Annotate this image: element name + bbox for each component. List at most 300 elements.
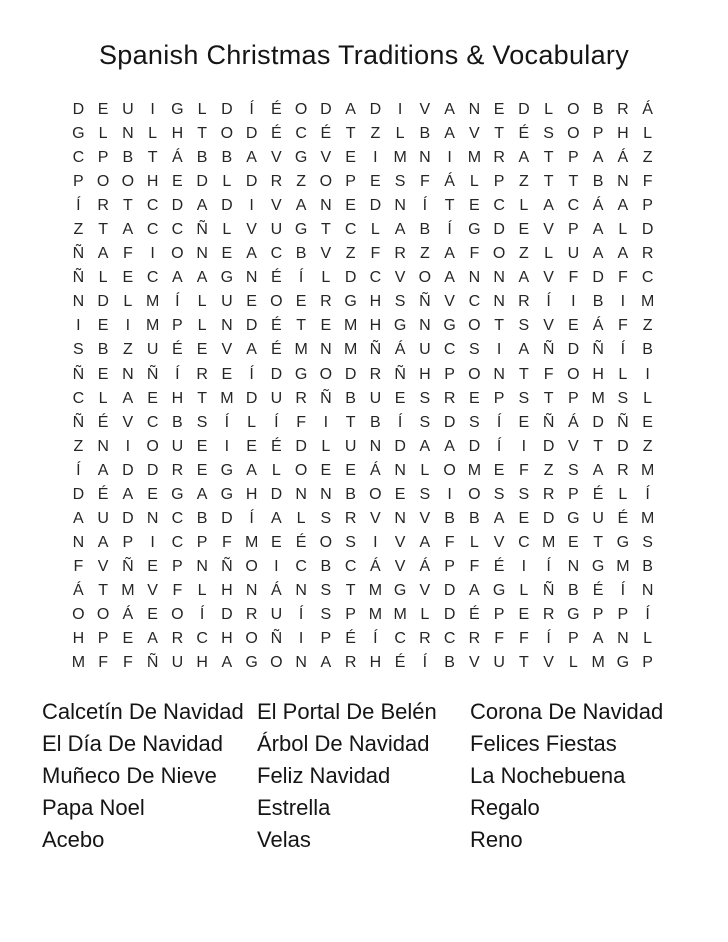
grid-cell-r2c2: L [98, 125, 108, 143]
grid-cell-r13c3: A [122, 389, 134, 407]
grid-cell-r5c8: I [249, 197, 254, 215]
grid-cell-r14c10: F [296, 413, 307, 431]
grid-cell-r20c1: F [73, 557, 84, 575]
grid-cell-r8c17: N [468, 269, 481, 287]
grid-cell-r24c8: G [245, 654, 258, 672]
grid-cell-r22c24: Í [645, 606, 650, 623]
grid-cell-r2c19: É [518, 125, 530, 143]
grid-cell-r19c20: M [541, 533, 556, 551]
grid-cell-r11c14: Á [394, 341, 406, 359]
grid-cell-r21c3: M [121, 581, 135, 599]
grid-cell-r9c10: E [295, 293, 307, 311]
grid-cell-r12c10: G [294, 365, 308, 383]
grid-cell-r24c14: É [394, 654, 406, 672]
grid-cell-r12c16: P [444, 365, 455, 383]
grid-cell-r10c15: N [419, 317, 431, 335]
grid-cell-r13c16: R [443, 389, 456, 407]
grid-cell-r5c12: E [345, 197, 356, 215]
grid-cell-r22c15: L [420, 606, 430, 623]
grid-cell-r16c10: O [294, 461, 308, 479]
grid-cell-r12c2: E [97, 365, 109, 383]
grid-cell-r13c1: C [72, 389, 85, 407]
grid-cell-r10c17: O [468, 317, 481, 335]
grid-cell-r21c14: G [393, 581, 407, 599]
grid-cell-r4c18: P [493, 173, 505, 191]
grid-cell-r6c24: D [641, 221, 654, 239]
grid-cell-r10c7: N [221, 317, 233, 335]
page-title: Spanish Christmas Traditions & Vocabulary [98, 40, 630, 70]
grid-cell-r18c24: M [640, 509, 655, 527]
grid-cell-r1c20: L [544, 101, 554, 119]
grid-cell-r6c5: C [171, 221, 184, 239]
grid-cell-r5c24: P [642, 197, 653, 215]
grid-cell-r7c20: L [544, 245, 554, 263]
grid-cell-r8c1: Ñ [72, 269, 85, 287]
grid-cell-r13c18: P [493, 389, 505, 407]
grid-cell-r24c9: O [270, 654, 283, 672]
grid-cell-r4c8: D [245, 173, 258, 191]
grid-cell-r24c7: A [221, 654, 233, 672]
grid-cell-r20c16: P [444, 557, 455, 575]
grid-cell-r15c18: Í [496, 437, 502, 455]
grid-cell-r24c6: H [196, 654, 208, 672]
grid-cell-r3c1: C [72, 149, 85, 167]
grid-cell-r1c9: É [271, 101, 282, 119]
grid-cell-r18c21: G [567, 509, 580, 527]
grid-cell-r24c22: M [591, 654, 605, 672]
word-list-item: Feliz Navidad [257, 763, 391, 788]
grid-cell-r5c23: A [617, 197, 629, 215]
grid-cell-r21c10: N [295, 581, 307, 599]
grid-cell-r4c4: H [146, 173, 159, 191]
grid-cell-r21c16: D [443, 581, 456, 599]
grid-cell-r15c4: O [146, 437, 159, 455]
grid-cell-r1c16: A [444, 101, 455, 119]
grid-cell-r4c19: Z [518, 173, 529, 191]
grid-cell-r18c17: B [469, 509, 480, 527]
grid-cell-r6c13: L [370, 221, 380, 239]
grid-cell-r24c2: F [98, 654, 109, 672]
grid-cell-r1c5: G [171, 101, 184, 119]
grid-cell-r15c19: I [521, 437, 527, 455]
grid-cell-r20c23: M [616, 557, 630, 575]
grid-cell-r22c18: P [493, 606, 505, 623]
grid-cell-r24c13: H [369, 654, 382, 672]
grid-cell-r3c22: A [592, 149, 604, 167]
grid-cell-r19c4: I [150, 533, 155, 551]
grid-cell-r15c2: N [97, 437, 109, 455]
grid-cell-r3c20: T [543, 149, 554, 167]
grid-cell-r23c4: A [147, 630, 158, 648]
grid-cell-r15c24: Z [642, 437, 653, 455]
word-list-item: Muñeco De Nieve [42, 763, 217, 788]
grid-cell-r21c20: Ñ [542, 581, 555, 599]
grid-cell-r4c13: E [370, 173, 381, 191]
grid-cell-r2c13: Z [370, 125, 381, 143]
grid-cell-r5c17: E [469, 197, 480, 215]
grid-cell-r14c9: Í [274, 413, 279, 431]
grid-cell-r7c13: F [370, 245, 381, 263]
grid-cell-r15c23: D [617, 437, 629, 455]
grid-cell-r13c20: T [543, 389, 554, 407]
grid-cell-r17c17: O [468, 485, 481, 503]
grid-cell-r19c24: S [642, 533, 653, 551]
grid-cell-r22c9: U [270, 606, 283, 623]
grid-cell-r6c22: A [592, 221, 604, 239]
grid-cell-r4c2: O [96, 173, 110, 191]
grid-cell-r24c12: R [344, 654, 357, 672]
grid-cell-r16c9: L [271, 461, 281, 479]
grid-cell-r18c8: Í [249, 509, 254, 527]
grid-cell-r17c3: A [122, 485, 134, 503]
grid-cell-r2c4: L [148, 125, 158, 143]
grid-cell-r21c7: H [221, 581, 233, 599]
grid-cell-r19c23: G [616, 533, 630, 551]
grid-cell-r21c22: É [592, 581, 604, 599]
grid-cell-r9c21: I [571, 293, 576, 311]
grid-cell-r1c15: V [419, 101, 431, 119]
grid-cell-r8c2: L [98, 269, 108, 287]
grid-cell-r6c11: T [320, 221, 331, 239]
grid-cell-r11c22: Ñ [592, 341, 604, 359]
grid-cell-r5c19: L [519, 197, 529, 215]
grid-cell-r1c21: O [567, 101, 580, 119]
grid-cell-r19c21: E [568, 533, 579, 551]
grid-cell-r10c11: E [320, 317, 332, 335]
grid-cell-r19c19: C [518, 533, 530, 551]
grid-cell-r22c1: O [72, 606, 85, 623]
grid-cell-r16c24: M [640, 461, 655, 479]
grid-cell-r7c14: R [394, 245, 406, 263]
grid-cell-r15c21: V [568, 437, 579, 455]
grid-cell-r17c14: E [394, 485, 406, 503]
grid-cell-r17c12: B [345, 485, 356, 503]
grid-cell-r20c22: G [591, 557, 605, 575]
grid-cell-r8c23: F [617, 269, 628, 287]
grid-cell-r23c7: H [221, 630, 233, 648]
grid-cell-r12c24: I [645, 365, 650, 383]
grid-cell-r2c22: P [592, 125, 604, 143]
grid-cell-r15c11: L [321, 437, 331, 455]
grid-cell-r2c7: O [220, 125, 234, 143]
grid-cell-r20c12: C [344, 557, 357, 575]
grid-cell-r11c19: A [518, 341, 530, 359]
grid-cell-r1c22: B [592, 101, 604, 119]
grid-cell-r14c16: D [443, 413, 456, 431]
grid-cell-r13c13: U [369, 389, 382, 407]
grid-cell-r23c10: I [298, 630, 304, 648]
word-list-item: Calcetín De Navidad [42, 699, 244, 724]
grid-cell-r9c13: H [369, 293, 382, 311]
grid-cell-r24c23: G [616, 654, 630, 672]
grid-cell-r16c13: Á [370, 461, 381, 479]
grid-cell-r6c17: G [468, 221, 481, 239]
grid-cell-r6c21: P [568, 221, 579, 239]
grid-cell-r18c11: S [320, 509, 332, 527]
grid-cell-r13c15: S [419, 389, 431, 407]
grid-cell-r3c24: Z [642, 149, 653, 167]
grid-cell-r11c23: Í [620, 341, 626, 359]
grid-cell-r7c1: Ñ [72, 245, 85, 263]
grid-cell-r6c15: B [419, 221, 431, 239]
grid-cell-r24c3: F [122, 654, 133, 672]
grid-cell-r11c11: N [320, 341, 332, 359]
grid-cell-r11c21: D [567, 341, 580, 359]
grid-cell-r9c2: D [97, 293, 109, 311]
grid-cell-r23c11: P [320, 630, 332, 648]
grid-cell-r5c18: C [493, 197, 505, 215]
grid-cell-r22c14: M [393, 606, 407, 623]
grid-cell-r16c16: O [443, 461, 456, 479]
grid-cell-r12c13: R [369, 365, 382, 383]
grid-cell-r1c7: D [221, 101, 233, 119]
grid-cell-r14c6: S [196, 413, 208, 431]
grid-cell-r9c9: O [270, 293, 283, 311]
grid-cell-r13c17: E [469, 389, 480, 407]
grid-cell-r2c12: T [345, 125, 356, 143]
grid-cell-r15c12: U [344, 437, 357, 455]
grid-cell-r11c2: B [97, 341, 109, 359]
grid-cell-r1c1: D [72, 101, 85, 119]
grid-cell-r10c1: I [76, 317, 81, 335]
grid-cell-r19c17: L [469, 533, 479, 551]
grid-cell-r3c14: M [393, 149, 407, 167]
grid-cell-r23c15: R [419, 630, 431, 648]
word-list-item: Acebo [42, 827, 105, 852]
grid-cell-r21c8: N [245, 581, 258, 599]
grid-cell-r11c12: M [343, 341, 358, 359]
grid-cell-r15c22: T [593, 437, 604, 455]
grid-cell-r14c2: É [97, 413, 109, 431]
grid-cell-r8c14: V [394, 269, 406, 287]
grid-cell-r13c24: L [643, 389, 653, 407]
grid-cell-r11c8: A [246, 341, 257, 359]
grid-cell-r22c23: P [617, 606, 629, 623]
grid-cell-r23c19: F [518, 630, 529, 648]
grid-cell-r17c18: S [493, 485, 505, 503]
grid-cell-r11c7: V [221, 341, 233, 359]
grid-cell-r18c19: E [518, 509, 530, 527]
grid-cell-r9c24: M [640, 293, 655, 311]
grid-cell-r11c9: É [271, 341, 282, 359]
grid-cell-r11c20: Ñ [542, 341, 555, 359]
grid-cell-r9c23: I [620, 293, 626, 311]
grid-cell-r1c14: I [397, 101, 403, 119]
grid-cell-r23c6: C [196, 630, 208, 648]
grid-cell-r1c17: N [468, 101, 481, 119]
grid-cell-r17c13: O [369, 485, 382, 503]
grid-cell-r7c2: A [97, 245, 109, 263]
grid-cell-r8c19: A [518, 269, 530, 287]
grid-cell-r24c1: M [71, 654, 86, 672]
grid-cell-r16c17: M [467, 461, 482, 479]
grid-cell-r10c24: Z [642, 317, 653, 335]
grid-cell-r9c6: L [197, 293, 207, 311]
grid-cell-r12c20: F [543, 365, 554, 383]
grid-cell-r10c22: Á [592, 317, 604, 335]
grid-cell-r23c13: Í [373, 630, 378, 648]
grid-cell-r12c8: Í [249, 365, 254, 383]
grid-cell-r12c9: D [270, 365, 283, 383]
grid-cell-r19c8: M [244, 533, 259, 551]
grid-cell-r4c6: D [196, 173, 208, 191]
grid-cell-r18c9: A [271, 509, 282, 527]
grid-cell-r14c20: Ñ [542, 413, 555, 431]
grid-cell-r6c1: Z [73, 221, 84, 239]
grid-cell-r7c10: B [295, 245, 307, 263]
grid-cell-r21c11: S [320, 581, 332, 599]
grid-cell-r4c5: E [172, 173, 183, 191]
grid-cell-r6c10: G [294, 221, 308, 239]
grid-cell-r12c23: L [618, 365, 628, 383]
grid-cell-r9c7: U [221, 293, 233, 311]
grid-cell-r23c3: E [122, 630, 134, 648]
grid-cell-r18c3: D [122, 509, 134, 527]
grid-cell-r17c6: A [196, 485, 208, 503]
grid-cell-r23c17: R [468, 630, 481, 648]
grid-cell-r10c5: P [172, 317, 183, 335]
word-list-item: Árbol De Navidad [257, 731, 430, 756]
grid-cell-r12c4: Ñ [146, 365, 159, 383]
grid-cell-r9c19: R [518, 293, 530, 311]
grid-cell-r5c1: Í [76, 197, 81, 215]
grid-cell-r12c3: N [122, 365, 134, 383]
grid-cell-r12c11: O [319, 365, 333, 383]
grid-cell-r5c13: D [369, 197, 382, 215]
grid-cell-r12c22: H [592, 365, 604, 383]
grid-cell-r19c22: T [593, 533, 604, 551]
grid-cell-r9c16: V [444, 293, 455, 311]
grid-cell-r6c20: V [543, 221, 554, 239]
grid-cell-r5c10: A [295, 197, 307, 215]
grid-cell-r7c6: N [196, 245, 208, 263]
grid-cell-r24c10: N [295, 654, 307, 672]
grid-cell-r14c3: V [122, 413, 134, 431]
grid-cell-r2c14: L [395, 125, 405, 143]
grid-cell-r16c23: R [617, 461, 629, 479]
grid-cell-r1c13: D [369, 101, 382, 119]
grid-cell-r13c10: R [295, 389, 307, 407]
grid-cell-r7c11: V [320, 245, 332, 263]
grid-cell-r3c2: P [97, 149, 109, 167]
grid-cell-r9c22: B [592, 293, 604, 311]
grid-cell-r4c14: S [394, 173, 406, 191]
grid-cell-r23c8: O [245, 630, 258, 648]
grid-cell-r20c20: Í [546, 557, 551, 575]
grid-cell-r4c12: P [345, 173, 356, 191]
grid-cell-r19c16: F [444, 533, 455, 551]
grid-cell-r24c18: U [493, 654, 505, 672]
grid-cell-r14c14: Í [397, 413, 403, 431]
word-list [0, 696, 728, 866]
grid-cell-r2c9: É [271, 125, 282, 143]
grid-cell-r1c4: I [150, 101, 155, 119]
grid-cell-r19c18: V [493, 533, 505, 551]
grid-cell-r15c17: D [468, 437, 481, 455]
grid-cell-r11c18: I [496, 341, 502, 359]
grid-cell-r19c2: A [97, 533, 109, 551]
grid-cell-r10c18: T [494, 317, 505, 335]
grid-cell-r3c11: V [320, 149, 332, 167]
grid-cell-r12c5: Í [175, 365, 180, 383]
grid-cell-r18c16: B [444, 509, 455, 527]
grid-cell-r2c16: A [444, 125, 455, 143]
grid-cell-r17c9: D [270, 485, 283, 503]
grid-cell-r20c6: N [196, 557, 208, 575]
grid-cell-r6c9: U [270, 221, 283, 239]
grid-cell-r2c20: S [543, 125, 554, 143]
grid-cell-r21c12: T [345, 581, 356, 599]
word-list-item: Regalo [470, 795, 540, 820]
grid-cell-r7c3: F [122, 245, 133, 263]
grid-cell-r17c19: S [518, 485, 530, 503]
grid-cell-r2c17: V [469, 125, 480, 143]
grid-cell-r13c19: S [518, 389, 530, 407]
grid-cell-r23c22: A [592, 630, 604, 648]
grid-cell-r12c12: D [344, 365, 357, 383]
grid-cell-r18c7: D [221, 509, 233, 527]
grid-cell-r3c23: Á [617, 149, 629, 167]
grid-cell-r15c1: Z [73, 437, 84, 455]
grid-cell-r13c6: T [197, 389, 208, 407]
word-list-item: Felices Fiestas [470, 731, 617, 756]
grid-cell-r12c14: Ñ [394, 365, 406, 383]
grid-cell-r16c4: D [146, 461, 159, 479]
grid-cell-r22c10: Í [298, 606, 304, 623]
grid-cell-r9c4: M [145, 293, 160, 311]
grid-cell-r18c6: B [196, 509, 208, 527]
grid-cell-r14c12: T [345, 413, 356, 431]
grid-cell-r1c6: L [197, 101, 207, 119]
grid-cell-r3c3: B [122, 149, 134, 167]
grid-cell-r10c14: G [393, 317, 407, 335]
grid-cell-r14c21: Á [568, 413, 579, 431]
grid-cell-r8c11: L [321, 269, 331, 287]
grid-cell-r17c21: P [568, 485, 579, 503]
grid-cell-r9c17: C [468, 293, 481, 311]
grid-cell-r20c8: O [245, 557, 258, 575]
grid-cell-r10c3: I [125, 317, 131, 335]
grid-cell-r20c24: B [642, 557, 653, 575]
grid-cell-r20c3: Ñ [122, 557, 134, 575]
grid-cell-r22c16: D [443, 606, 456, 623]
grid-cell-r2c11: É [320, 125, 332, 143]
grid-cell-r4c1: P [73, 173, 84, 191]
grid-cell-r19c10: É [295, 533, 307, 551]
grid-cell-r21c6: L [197, 581, 207, 599]
grid-cell-r11c17: S [469, 341, 480, 359]
grid-cell-r8c24: C [641, 269, 654, 287]
grid-cell-r5c2: R [97, 197, 109, 215]
grid-cell-r14c8: L [247, 413, 257, 431]
grid-cell-r5c21: C [567, 197, 580, 215]
grid-cell-r3c19: A [518, 149, 530, 167]
word-list-column-3 [470, 696, 663, 856]
grid-cell-r3c9: V [271, 149, 282, 167]
grid-cell-r24c5: U [171, 654, 184, 672]
grid-cell-r1c10: O [294, 101, 308, 119]
grid-cell-r15c16: A [444, 437, 455, 455]
grid-cell-r7c17: F [469, 245, 480, 263]
grid-cell-r5c3: T [122, 197, 133, 215]
grid-cell-r19c6: P [196, 533, 208, 551]
grid-cell-r21c5: F [172, 581, 183, 599]
grid-cell-r9c1: N [72, 293, 85, 311]
grid-cell-r10c19: S [518, 317, 530, 335]
grid-cell-r11c15: U [419, 341, 431, 359]
grid-cell-r22c21: G [567, 606, 580, 623]
grid-cell-r8c4: C [146, 269, 159, 287]
